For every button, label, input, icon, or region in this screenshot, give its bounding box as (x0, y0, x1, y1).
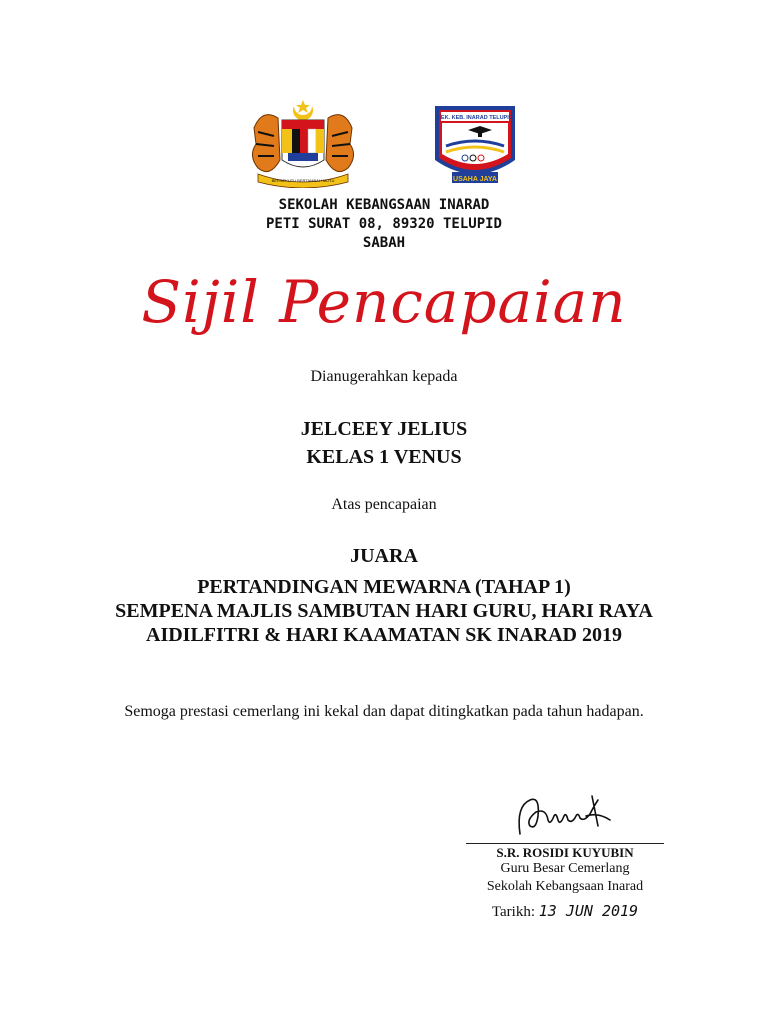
badge-top-text: SEK. KEB. INARAD TELUPID (437, 115, 513, 121)
school-badge-logo (432, 104, 518, 188)
signatory-name: S.R. ROSIDI KUYUBIN (496, 845, 634, 860)
signature-image (506, 786, 616, 842)
signatory-position: Guru Besar Cemerlang (500, 861, 630, 876)
awarded-to-label: Dianugerahkan kepada (310, 368, 458, 385)
signature-line (466, 843, 664, 844)
crest-motto-text: BERSEKUTU BERTAMBAH MUTU (271, 178, 335, 183)
award-title: JUARA (350, 545, 418, 567)
achievement-label: Atas pencapaian (331, 496, 437, 513)
event-line1: PERTANDINGAN MEWARNA (TAHAP 1) (197, 576, 571, 598)
date-value: 13 JUN 2019 (538, 902, 639, 920)
malaysia-coat-of-arms-logo (244, 98, 362, 188)
school-address-line1: PETI SURAT 08, 89320 TELUPID (265, 216, 502, 232)
recipient-name: JELCEEY JELIUS (300, 418, 468, 440)
certificate-date (466, 902, 664, 921)
certificate-title: Sijil Pencapaian (141, 268, 627, 336)
event-line2: SEMPENA MAJLIS SAMBUTAN HARI GURU, HARI RAYA (115, 600, 653, 622)
logo-row (0, 98, 768, 190)
event-line3: AIDILFITRI & HARI KAAMATAN SK INARAD 2019 (146, 624, 622, 646)
school-name: SEKOLAH KEBANGSAAN INARAD (278, 197, 490, 213)
school-address-line2: SABAH (362, 235, 406, 251)
school-header (0, 196, 768, 253)
closing-message: Semoga prestasi cemerlang ini kekal dan dapat ditingkatkan pada tahun hadapan. (124, 703, 644, 720)
event-description (0, 575, 768, 647)
recipient-class: KELAS 1 VENUS (306, 446, 462, 468)
date-label: Tarikh: (491, 904, 535, 920)
signatory-organization: Sekolah Kebangsaan Inarad (486, 879, 644, 894)
badge-motto-text: USAHA JAYA (453, 176, 497, 183)
